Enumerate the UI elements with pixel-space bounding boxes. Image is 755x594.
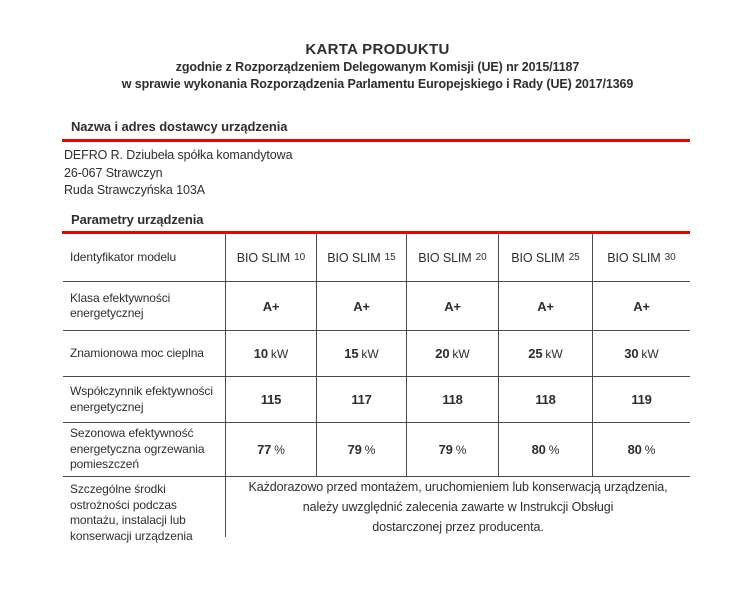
page-title: KARTA PRODUKTU (305, 41, 450, 58)
rated-power-unit: kW (361, 346, 379, 361)
rated-power-value: 15 (344, 346, 359, 361)
row-label-seasonal-efficiency: Sezonowa efektywność energetyczna ogrzewania pomieszczeń (63, 423, 226, 477)
row-label-precautions: Szczególne środki ostrożności podczas montażu, instalacji lub konserwacji urządzenia (63, 477, 226, 537)
efficiency-class-value: A+ (444, 298, 461, 314)
model-cell (226, 234, 317, 282)
rated-power-cell (407, 331, 499, 377)
efficiency-class-value: A+ (537, 298, 554, 314)
rated-power-unit: kW (641, 346, 659, 361)
supplier-postal-city: 26-067 Strawczyn (64, 165, 163, 180)
eei-cell (593, 377, 690, 423)
rated-power-unit: kW (270, 346, 289, 361)
efficiency-class-value: A+ (353, 298, 370, 314)
seasonal-efficiency-cell (593, 423, 690, 477)
seasonal-efficiency-cell (317, 423, 407, 477)
model-cell (499, 234, 593, 282)
eei-value: 118 (535, 392, 556, 407)
seasonal-efficiency-value: 80 (531, 442, 546, 457)
row-label-model: Identyfikator modelu (63, 234, 226, 282)
rated-power-cell (593, 331, 690, 377)
precautions-note-line2: należy uwzględnić zalecenia zawarte w Instrukcji Obsługi (302, 500, 614, 514)
document-header (0, 40, 755, 93)
model-name: BIO SLIM (236, 250, 291, 265)
seasonal-efficiency-value: 77 (257, 442, 272, 457)
efficiency-class-cell (317, 282, 407, 331)
eei-cell (407, 377, 499, 423)
eei-cell (499, 377, 593, 423)
eei-cell (317, 377, 407, 423)
supplier-name: DEFRO R. Dziubeła spółka komandytowa (64, 148, 293, 162)
seasonal-efficiency-unit: % (455, 442, 467, 457)
model-number: 15 (384, 252, 396, 263)
precautions-note-line3: dostarczonej przez producenta. (372, 520, 544, 534)
rated-power-value: 25 (528, 346, 543, 361)
model-number: 30 (664, 252, 676, 263)
rated-power-cell (317, 331, 407, 377)
eei-value: 119 (631, 392, 652, 407)
model-name: BIO SLIM (511, 250, 565, 265)
row-label-rated-power: Znamionowa moc cieplna (63, 331, 226, 377)
parameters-table (63, 234, 690, 543)
model-cell (593, 234, 690, 282)
precautions-note (226, 477, 690, 537)
model-number: 25 (568, 252, 580, 263)
efficiency-class-value: A+ (262, 298, 280, 314)
precautions-note-line1: Każdorazowo przed montażem, uruchomieniem lub konserwacją urządzenia, (248, 480, 668, 494)
supplier-section-heading: Nazwa i adres dostawcy urządzenia (71, 119, 288, 134)
model-number: 20 (475, 252, 487, 263)
seasonal-efficiency-unit: % (548, 442, 560, 457)
model-number: 10 (294, 252, 306, 263)
rated-power-value: 30 (624, 346, 639, 361)
model-cell (317, 234, 407, 282)
rated-power-cell (226, 331, 317, 377)
seasonal-efficiency-unit: % (644, 442, 656, 457)
seasonal-efficiency-unit: % (364, 442, 376, 457)
rated-power-value: 10 (253, 346, 268, 361)
seasonal-efficiency-cell (226, 423, 317, 477)
page-subtitle-line2: w sprawie wykonania Rozporządzenia Parlamentu Europejskiego i Rady (UE) 2017/1369 (121, 77, 634, 91)
efficiency-class-cell (407, 282, 499, 331)
supplier-address (64, 147, 292, 200)
efficiency-class-value: A+ (633, 298, 650, 314)
seasonal-efficiency-cell (499, 423, 593, 477)
model-name: BIO SLIM (327, 250, 381, 265)
eei-cell (226, 377, 317, 423)
model-name: BIO SLIM (418, 250, 472, 265)
efficiency-class-cell (593, 282, 690, 331)
eei-value: 115 (260, 392, 282, 407)
eei-value: 117 (351, 392, 372, 407)
efficiency-class-cell (499, 282, 593, 331)
parameters-section-heading: Parametry urządzenia (71, 212, 204, 227)
seasonal-efficiency-cell (407, 423, 499, 477)
seasonal-efficiency-value: 79 (438, 442, 453, 457)
row-label-efficiency-class: Klasa efektywności energetycznej (63, 282, 226, 331)
seasonal-efficiency-unit: % (274, 442, 285, 457)
eei-value: 118 (442, 392, 463, 407)
efficiency-class-cell (226, 282, 317, 331)
supplier-street: Ruda Strawczyńska 103A (64, 183, 205, 197)
seasonal-efficiency-value: 79 (347, 442, 362, 457)
model-name: BIO SLIM (607, 250, 661, 265)
rated-power-unit: kW (452, 346, 470, 361)
supplier-section-rule (62, 139, 690, 142)
rated-power-value: 20 (435, 346, 450, 361)
rated-power-unit: kW (545, 346, 563, 361)
row-label-eei: Współczynnik efektywności energetycznej (63, 377, 226, 423)
page-subtitle-line1: zgodnie z Rozporządzeniem Delegowanym Komisji (UE) nr 2015/1187 (175, 60, 580, 74)
rated-power-cell (499, 331, 593, 377)
model-cell (407, 234, 499, 282)
seasonal-efficiency-value: 80 (627, 442, 642, 457)
